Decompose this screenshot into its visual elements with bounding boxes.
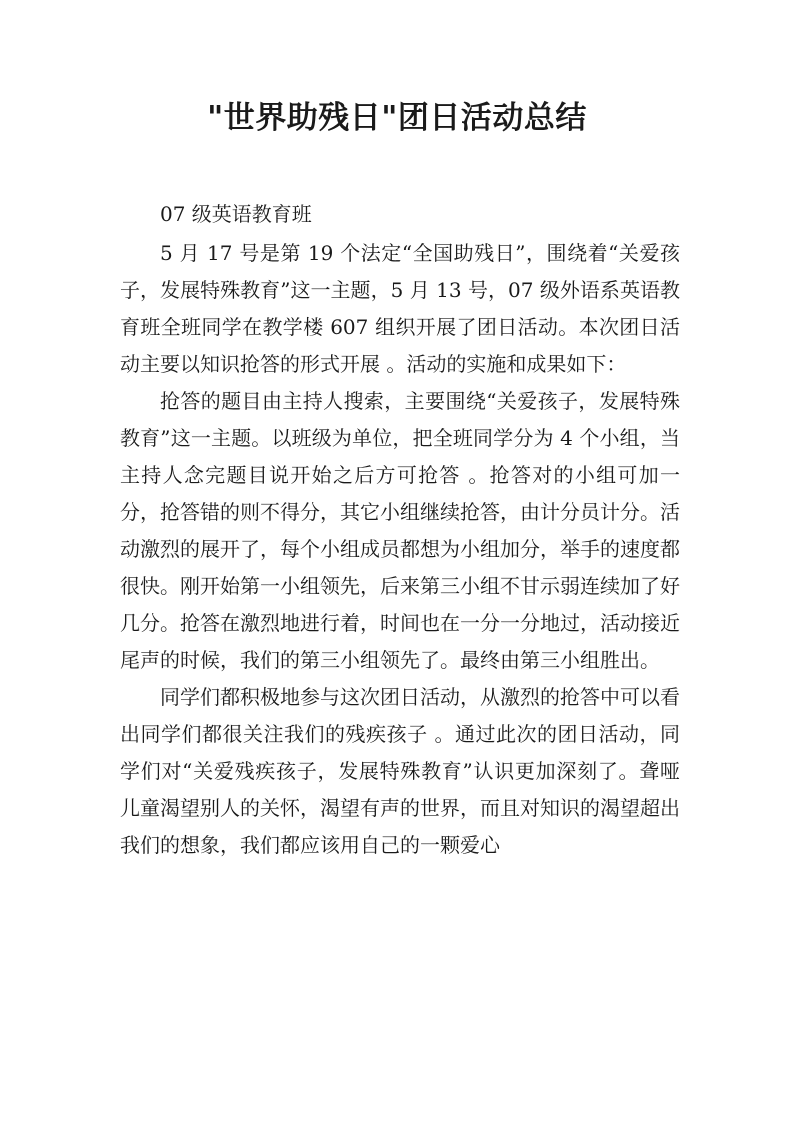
paragraph-intro: 5 月 17 号是第 19 个法定“全国助残日”，围绕着“关爱孩子，发展特殊教育”这一主题，5 月 13 号，07 级外语系英语教育班全班同学在教学楼 607 组织开展了团日活动。本次团日活动主要以知识抢答的形式开展 。活动的实施和成果如下： bbox=[120, 241, 680, 376]
document-title: "世界助残日"团日活动总结 bbox=[207, 100, 587, 136]
paragraph-activity: 抢答的题目由主持人搜索，主要围绕“关爱孩子，发展特殊教育”这一主题。以班级为单位，把全班同学分为 4 个小组，当主持人念完题目说开始之后方可抢答 。抢答对的小组可加一分，抢答错的则不得分，其它小组继续抢答，由计分员计分。活动激烈的展开了，每个小组成员都想为小组加分，举手的速度都很快。刚开始第一小组领先，后来第三小组不甘示弱连续加了好几分。抢答在激烈地进行着，时间也在一分一分地过，活动接近尾声的时候，我们的第三小组领先了。最终由第三小组胜出。 bbox=[120, 389, 680, 672]
paragraph-reflection: 同学们都积极地参与这次团日活动，从激烈的抢答中可以看出同学们都很关注我们的残疾孩子 。通过此次的团日活动，同学们对“关爱残疾孩子，发展特殊教育”认识更加深刻了。聋哑儿童渴望别人的关怀，渴望有声的世界，而且对知识的渴望超出我们的想象，我们都应该用自己的一颗爱心 bbox=[120, 685, 680, 857]
document-body bbox=[120, 196, 680, 864]
class-name-line: 07 级英语教育班 bbox=[160, 202, 312, 226]
